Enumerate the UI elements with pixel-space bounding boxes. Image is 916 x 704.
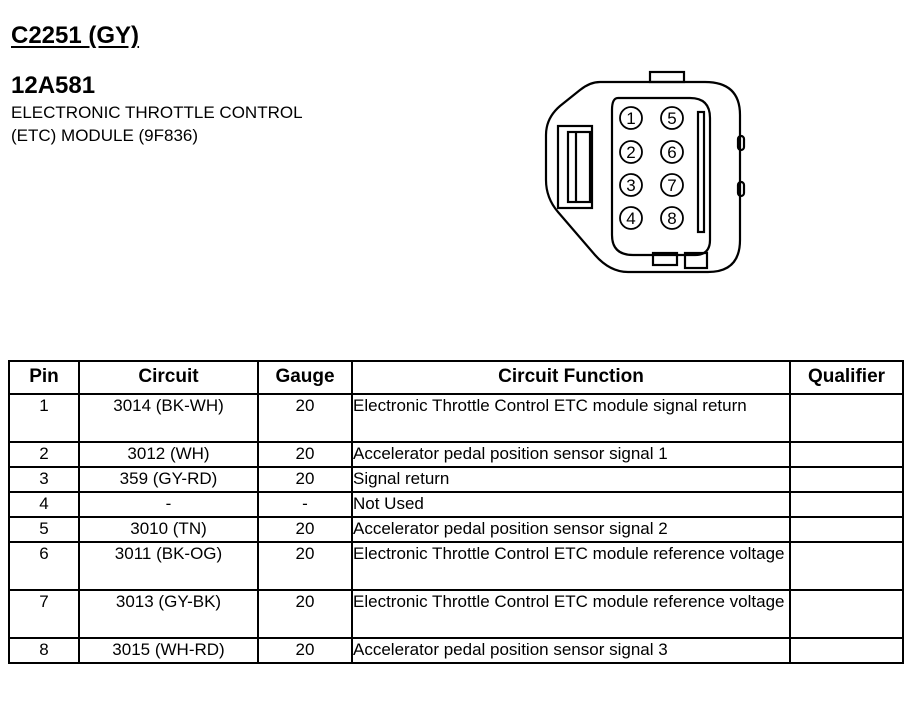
gauge-cell: -: [258, 492, 352, 517]
function-cell: Accelerator pedal position sensor signal 2: [352, 517, 790, 542]
qualifier-cell: [790, 638, 903, 663]
gauge-cell: 20: [258, 542, 352, 590]
svg-text:2: 2: [626, 143, 636, 162]
qualifier-cell: [790, 542, 903, 590]
svg-text:7: 7: [667, 176, 677, 195]
component-description: [11, 101, 303, 147]
pin-1-marker: [620, 107, 642, 129]
pin-cell: 6: [9, 542, 79, 590]
gauge-cell: 20: [258, 638, 352, 663]
function-cell: Electronic Throttle Control ETC module signal return: [352, 394, 790, 442]
pin-cell: 1: [9, 394, 79, 442]
pin-2-marker: [620, 141, 642, 163]
pin-8-marker: [661, 207, 683, 229]
pin-6-marker: [661, 141, 683, 163]
connector-id-title: C2251 (GY): [11, 22, 140, 49]
pinout-table: [8, 360, 904, 664]
pin-5-marker: [661, 107, 683, 129]
header-gauge: Gauge: [258, 361, 352, 394]
circuit-cell: 359 (GY-RD): [79, 467, 258, 492]
function-cell: Electronic Throttle Control ETC module reference voltage: [352, 542, 790, 590]
function-cell: Electronic Throttle Control ETC module reference voltage: [352, 590, 790, 638]
inner-guide-rail: [698, 112, 704, 232]
pin-4-marker: [620, 207, 642, 229]
pin-7-marker: [661, 174, 683, 196]
svg-text:4: 4: [626, 209, 636, 228]
qualifier-cell: [790, 590, 903, 638]
table-row: [9, 542, 903, 590]
part-number: 12A581: [11, 72, 96, 99]
gauge-cell: 20: [258, 394, 352, 442]
pin-3-marker: [620, 174, 642, 196]
table-row: [9, 590, 903, 638]
function-cell: Signal return: [352, 467, 790, 492]
qualifier-cell: [790, 492, 903, 517]
description-line-1: ELECTRONIC THROTTLE CONTROL: [11, 103, 303, 122]
header-circuit: Circuit: [79, 361, 258, 394]
top-key-tab: [650, 72, 684, 82]
circuit-cell: 3013 (GY-BK): [79, 590, 258, 638]
qualifier-cell: [790, 467, 903, 492]
gauge-cell: 20: [258, 517, 352, 542]
gauge-cell: 20: [258, 590, 352, 638]
table-header-row: [9, 361, 903, 394]
pin-cell: 3: [9, 467, 79, 492]
table-row: [9, 442, 903, 467]
function-cell: Accelerator pedal position sensor signal 3: [352, 638, 790, 663]
table-row: [9, 492, 903, 517]
header-circuit-function: Circuit Function: [352, 361, 790, 394]
gauge-cell: 20: [258, 467, 352, 492]
svg-text:3: 3: [626, 176, 636, 195]
connector-face-diagram: [540, 60, 755, 282]
circuit-cell: 3011 (BK-OG): [79, 542, 258, 590]
pin-cell: 4: [9, 492, 79, 517]
table-row: [9, 394, 903, 442]
header-qualifier: Qualifier: [790, 361, 903, 394]
circuit-cell: 3012 (WH): [79, 442, 258, 467]
description-line-2: (ETC) MODULE (9F836): [11, 126, 199, 145]
svg-text:5: 5: [667, 109, 677, 128]
locking-latch-inner: [568, 132, 590, 202]
svg-text:6: 6: [667, 143, 677, 162]
table-row: [9, 467, 903, 492]
svg-text:8: 8: [667, 209, 677, 228]
pin-cell: 8: [9, 638, 79, 663]
circuit-cell: 3010 (TN): [79, 517, 258, 542]
svg-text:1: 1: [626, 109, 636, 128]
header-pin: Pin: [9, 361, 79, 394]
pin-cell: 5: [9, 517, 79, 542]
table-row: [9, 517, 903, 542]
function-cell: Not Used: [352, 492, 790, 517]
qualifier-cell: [790, 394, 903, 442]
circuit-cell: 3015 (WH-RD): [79, 638, 258, 663]
circuit-cell: -: [79, 492, 258, 517]
circuit-cell: 3014 (BK-WH): [79, 394, 258, 442]
gauge-cell: 20: [258, 442, 352, 467]
qualifier-cell: [790, 442, 903, 467]
function-cell: Accelerator pedal position sensor signal 1: [352, 442, 790, 467]
pin-cell: 2: [9, 442, 79, 467]
qualifier-cell: [790, 517, 903, 542]
table-row: [9, 638, 903, 663]
pin-cell: 7: [9, 590, 79, 638]
